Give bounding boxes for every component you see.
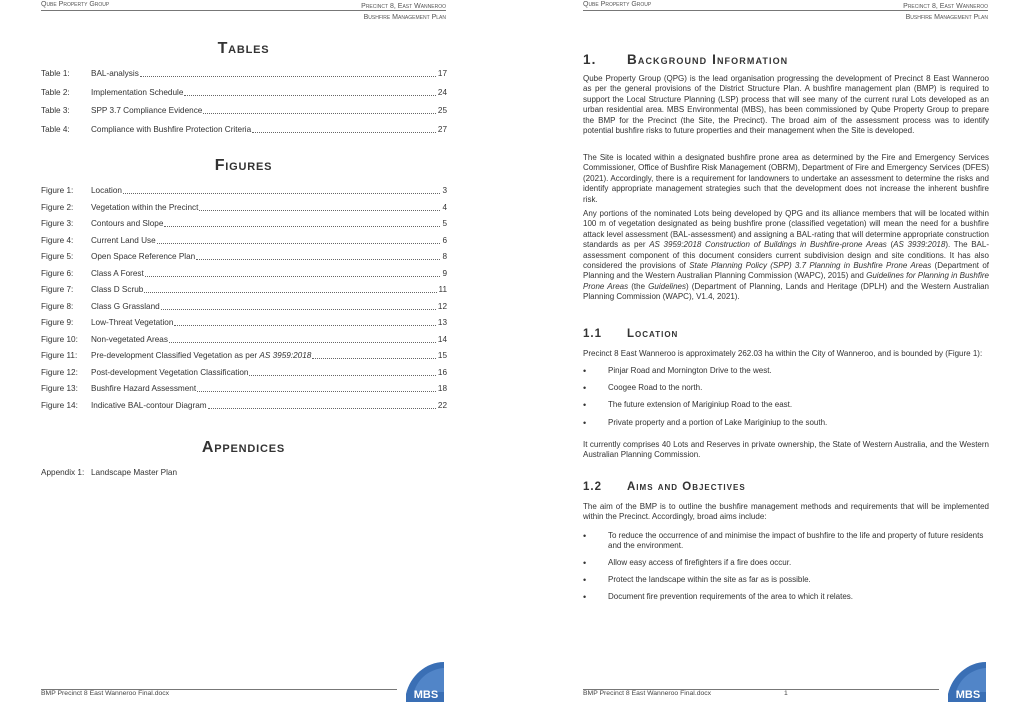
italic-run: State Planning Policy (SPP) 3.7 Planning in Bushfire Prone Areas	[689, 261, 932, 271]
mbs-logo	[946, 662, 986, 702]
entry-title: Bushfire Hazard Assessment	[91, 384, 197, 393]
dot-leader	[157, 243, 441, 244]
bullet-marker: •	[583, 366, 587, 376]
list-entry	[41, 202, 447, 214]
entry-title: Pre-development Classified Vegetation as per AS 3959:2018	[91, 351, 312, 360]
entry-page: 3	[442, 186, 447, 195]
entry-page: 5	[442, 219, 447, 228]
bullet-text: Protect the landscape within the site as far as is possible.	[608, 575, 811, 584]
background-paragraph-3	[583, 209, 989, 303]
entry-label: Figure 1:	[41, 186, 74, 195]
dot-leader	[208, 408, 436, 409]
bullet-item	[583, 366, 989, 376]
entry-label: Figure 10:	[41, 334, 78, 344]
bullet-item	[583, 558, 989, 568]
entry-title: Landscape Master Plan	[91, 468, 178, 477]
bullet-marker: •	[583, 418, 587, 428]
entry-title-italic: AS 3959:2018	[259, 351, 312, 360]
footer-filename: BMP Precinct 8 East Wanneroo Final.docx	[583, 690, 712, 697]
dot-leader	[123, 193, 440, 194]
italic-run: Guidelines	[648, 281, 686, 291]
header-rule	[583, 10, 988, 11]
entry-label: Figure 7:	[41, 285, 74, 294]
entry-label: Figure 14:	[41, 400, 78, 410]
entry-page: 25	[437, 106, 447, 115]
entry-label: Figure 4:	[41, 235, 74, 245]
mbs-logo	[404, 662, 444, 702]
list-entry	[41, 185, 447, 197]
list-entry	[41, 467, 447, 479]
right-page	[542, 0, 1029, 702]
entry-label: Figure 12:	[41, 367, 78, 377]
entry-title: Location	[91, 186, 122, 195]
entry-page: 16	[437, 367, 447, 377]
dot-leader	[174, 325, 436, 326]
entry-label: Table 4:	[41, 124, 70, 134]
entry-label: Figure 9:	[41, 318, 74, 327]
list-entry	[41, 218, 447, 230]
entry-label: Table 3:	[41, 106, 70, 115]
entry-title: SPP 3.7 Compliance Evidence	[91, 106, 203, 115]
entry-page: 17	[437, 69, 447, 78]
list-entry	[41, 284, 447, 296]
entry-page: 13	[437, 318, 447, 327]
entry-page: 27	[437, 124, 447, 134]
entry-page: 11	[438, 285, 447, 294]
entry-title: Vegetation within the Precinct	[91, 202, 199, 212]
bullet-text: Document fire prevention requirements of the area to which it relates.	[608, 592, 854, 601]
italic-run: AS 3939:2018	[893, 240, 946, 250]
text-run: (the	[628, 281, 649, 291]
entry-title: Post-development Vegetation Classification	[91, 367, 249, 377]
text-run: (	[886, 240, 894, 250]
dot-leader	[312, 358, 436, 359]
dot-leader	[196, 259, 440, 260]
entry-label: Figure 11:	[41, 351, 78, 360]
entry-label: Figure 2:	[41, 202, 74, 212]
location-intro: Precinct 8 East Wanneroo is approximately 262.03 ha within the City of Wanneroo, and is bounded by (Figure 1):	[583, 349, 983, 358]
dot-leader	[144, 292, 436, 293]
entry-label: Figure 6:	[41, 268, 74, 278]
bullet-text: To reduce the occurrence of and minimise the impact of bushfire to the life and property of future residents and the environment.	[608, 531, 984, 551]
bullet-marker: •	[583, 558, 587, 568]
dot-leader	[249, 375, 435, 376]
italic-run: AS 3959:2018 Construction of Buildings in Bushfire-prone Areas	[649, 240, 887, 250]
logo-text: MBS	[955, 689, 981, 701]
dot-leader	[197, 391, 436, 392]
entry-title: Class D Scrub	[91, 285, 144, 294]
text-run: ). The BAL-assessment component of this document considers current subdivision design and site conditions. It has also considered the provisions of	[583, 240, 990, 271]
bullet-text: Pinjar Road and Mornington Drive to the west.	[608, 366, 772, 375]
entry-title: Low-Threat Vegetation	[91, 318, 174, 327]
list-entry	[41, 317, 447, 329]
bullet-item	[583, 400, 989, 410]
entry-title: Implementation Schedule	[91, 87, 184, 97]
entry-title: Non-vegetated Areas	[91, 334, 168, 344]
location-outro: It currently comprises 40 Lots and Reserves in private ownership, the State of Western Australia, and the Western Australian Planning Commission.	[583, 440, 989, 460]
bullet-marker: •	[583, 400, 587, 410]
list-entry	[41, 383, 447, 395]
entry-label: Figure 13:	[41, 384, 78, 393]
text-run: Any portions of the nominated Lots being developed by QPG and its alliance members that will be located within 100 m of vegetation designated as being bushfire prone (classified vegetation) will mean the need for a bushfire attack level assessment (BAL-assessment) and assigning a BAL-rating that will determine appropriate construction standards as per	[583, 209, 989, 250]
section-number: 1.1	[583, 328, 602, 340]
header-project: Precinct 8, East Wanneroo	[903, 3, 988, 10]
section-heading-background	[583, 52, 788, 67]
header-rule	[41, 10, 446, 11]
appendices-title: Appendices	[201, 439, 286, 456]
header-doc-type: Bushfire Management Plan	[363, 14, 446, 21]
bullet-text: Private property and a portion of Lake Mariginiup to the south.	[608, 418, 828, 427]
list-entry	[41, 87, 447, 99]
entry-title: Indicative BAL-contour Diagram	[91, 400, 207, 410]
section-title: Background Information	[627, 52, 789, 67]
logo-text: MBS	[413, 689, 439, 701]
bullet-text: Allow easy access of firefighters if a fire does occur.	[608, 558, 792, 567]
entry-page: 18	[437, 384, 447, 393]
bullet-marker: •	[583, 575, 587, 585]
bullet-item	[583, 575, 989, 585]
background-paragraph-1: Qube Property Group (QPG) is the lead organisation progressing the development of Precinct 8 East Wanneroo as per the general provisions of the District Structure Plan. A bushfire management plan (BMP) is required to support the Local Structure Planning (LSP) process that will see many of the current rural Lots developed as an urban residential area. MBS Environmental (MBS), has been commissioned by Qube Property Group to prepare the BMP for the Precinct (the Site, the Precinct). The broad aim of the assessment process was to identify potential bushfire risks to future properties and their management when the Site is developed.	[583, 74, 989, 136]
header-project-block	[903, 1, 988, 23]
bullet-marker: •	[583, 531, 587, 541]
text-run: ) (Department of Planning, Lands and Heritage (DPLH) and the Western Australian Planning Commission (WAPC), V1.4, 2021).	[583, 281, 989, 302]
dot-leader	[161, 309, 436, 310]
list-entry	[41, 68, 447, 80]
header-project-block	[361, 1, 446, 23]
dot-leader	[140, 76, 436, 77]
entry-title: Class A Forest	[91, 268, 144, 278]
entry-title: Open Space Reference Plan	[91, 252, 196, 261]
section-title: Aims and Objectives	[627, 481, 746, 493]
aims-intro: The aim of the BMP is to outline the bushfire management methods and requirements that will be implemented within the Precinct. Accordingly, broad aims include:	[583, 502, 989, 522]
entry-page: 22	[437, 400, 447, 410]
list-entry	[41, 251, 447, 263]
dot-leader	[164, 226, 440, 227]
entry-label: Figure 5:	[41, 252, 74, 261]
header-doc-type: Bushfire Management Plan	[905, 14, 988, 21]
dot-leader	[169, 342, 436, 343]
entry-title: BAL-analysis	[91, 69, 139, 78]
entry-page: 4	[442, 202, 447, 212]
italic-run: Guidelines for Planning in Bushfire Prone Areas	[583, 271, 989, 291]
entry-page: 15	[437, 351, 447, 360]
list-entry	[41, 124, 447, 136]
list-entry	[41, 367, 447, 379]
bullet-text: The future extension of Mariginiup Road to the east.	[608, 400, 793, 409]
list-entry	[41, 235, 447, 247]
footer-page-number: 1	[784, 690, 788, 697]
list-entry	[41, 105, 447, 117]
entry-page: 9	[442, 268, 447, 278]
background-paragraph-2: The Site is located within a designated bushfire prone area as determined by the Fire and Emergency Services Commissioner, Office of Bushfire Risk Management (OBRM), Department of Fire and Emergency Services (DFES) (2021). Accordingly, there is a requirement for landowners to undertake an assessment to determine the risks and identify appropriate management strategies such that the development does not increase the inherent bushfire risk.	[583, 153, 989, 204]
entry-page: 8	[442, 252, 447, 261]
entry-page: 12	[437, 301, 447, 311]
list-entry	[41, 268, 447, 280]
bullet-marker: •	[583, 383, 587, 393]
left-page	[0, 0, 487, 702]
section-title: Location	[627, 328, 679, 340]
entry-page: 24	[437, 87, 447, 97]
dot-leader	[203, 113, 436, 114]
section-number: 1.	[583, 52, 597, 67]
header-project: Precinct 8, East Wanneroo	[361, 3, 446, 10]
section-number: 1.2	[583, 481, 602, 493]
entry-page: 6	[442, 235, 447, 245]
bullet-item	[583, 592, 989, 602]
entry-title: Current Land Use	[91, 235, 156, 245]
bullet-item	[583, 383, 989, 393]
tables-title: Tables	[217, 40, 270, 57]
section-heading-location	[583, 328, 678, 340]
entry-page: 14	[437, 334, 447, 344]
bullet-text: Coogee Road to the north.	[608, 383, 703, 392]
entry-label: Figure 8:	[41, 301, 74, 311]
entry-label: Table 2:	[41, 87, 70, 97]
bullet-item	[583, 418, 989, 428]
figures-title: Figures	[214, 157, 273, 174]
list-entry	[41, 301, 447, 313]
entry-label: Table 1:	[41, 69, 70, 78]
entry-title: Class G Grassland	[91, 301, 160, 311]
list-entry	[41, 334, 447, 346]
list-entry	[41, 400, 447, 412]
dot-leader	[184, 95, 435, 96]
entry-title: Contours and Slope	[91, 219, 164, 228]
section-heading-aims	[583, 481, 746, 493]
footer-filename: BMP Precinct 8 East Wanneroo Final.docx	[41, 690, 170, 697]
header-company: Qube Property Group	[41, 1, 110, 8]
bullet-marker: •	[583, 592, 587, 602]
entry-label: Appendix 1:	[41, 468, 85, 477]
header-company: Qube Property Group	[583, 1, 652, 8]
list-entry	[41, 350, 447, 362]
dot-leader	[199, 210, 440, 211]
entry-title: Compliance with Bushfire Protection Criteria	[91, 124, 252, 134]
entry-label: Figure 3:	[41, 219, 74, 228]
bullet-item	[583, 531, 989, 552]
text-run: (Department of Planning and the Western Australian Planning Commission (WAPC), 2015) and	[583, 261, 990, 281]
dot-leader	[145, 276, 441, 277]
dot-leader	[252, 132, 436, 133]
